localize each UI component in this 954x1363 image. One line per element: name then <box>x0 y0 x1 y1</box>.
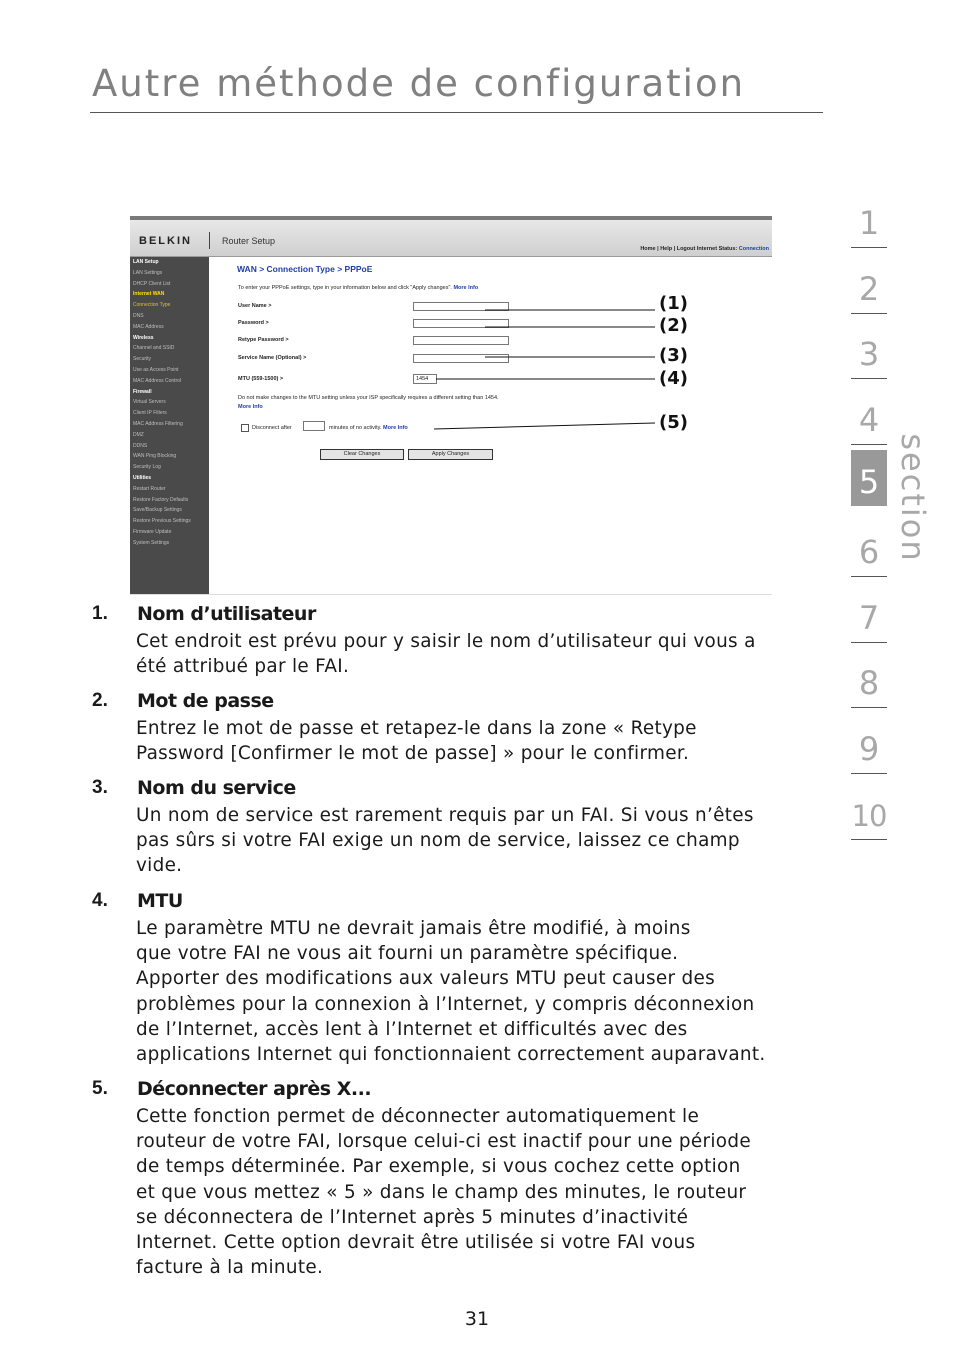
sidebar-item[interactable]: Firmware Update <box>133 528 172 535</box>
router-header <box>130 220 772 257</box>
item-title: Nom d’utilisateur <box>137 603 316 625</box>
item-title: Nom du service <box>137 777 296 799</box>
sidebar-item[interactable]: Use as Access Point <box>133 366 179 373</box>
mtu-note: Do not make changes to the MTU setting unless your ISP specifically requires a different setting than 1454. <box>238 395 499 401</box>
sidebar-item[interactable]: DDNS <box>133 442 148 449</box>
sidebar-item: Utilities <box>133 474 152 481</box>
item-body: Un nom de service est rarement requis par un FAI. Si vous n’êtes pas sûrs si votre FAI exige un nom de service, laissez ce champ vide. <box>136 805 754 877</box>
sidebar-item[interactable]: DHCP Client List <box>133 280 171 287</box>
sidebar-item[interactable]: System Settings <box>133 539 170 546</box>
callout-2: (2) <box>659 315 688 336</box>
sidebar-item[interactable]: MAC Address Control <box>133 377 182 384</box>
section-10-tab[interactable]: 10 <box>851 774 887 840</box>
belkin-logo: BELKIN <box>139 235 192 247</box>
callout-3: (3) <box>659 345 688 366</box>
section-4-tab[interactable]: 4 <box>851 379 887 445</box>
sidebar-item[interactable]: Channel and SSID <box>133 345 175 352</box>
service-name-label: Service Name (Optional) > <box>238 355 307 361</box>
section-9-tab[interactable]: 9 <box>851 708 887 774</box>
breadcrumb: WAN > Connection Type > PPPoE <box>237 264 373 274</box>
router-sidebar <box>130 257 209 594</box>
section-6-tab[interactable]: 6 <box>851 511 887 577</box>
more-info-link[interactable]: More Info <box>453 285 479 291</box>
disconnect-checkbox[interactable] <box>241 424 249 432</box>
item-body: Le paramètre MTU ne devrait jamais être modifié, à moins que votre FAI ne vous ait fourni un paramètre spécifique. Apporter des modifications aux valeurs MTU peut causer des problèmes pour la connexion à l’Internet, y compris déconnexion de l’Internet, accès lent à l’Internet et difficultés avec des applications Internet qui fonctionnaient correctement auparavant. <box>136 918 766 1066</box>
item-number: 3. <box>92 777 108 798</box>
section-label: section <box>894 433 932 563</box>
retype-password-label: Retype Password > <box>238 337 289 343</box>
mtu-more-info <box>238 404 263 410</box>
mtu-input[interactable]: 1454 <box>413 374 437 384</box>
item-number: 4. <box>92 890 108 911</box>
item-title: MTU <box>137 890 183 912</box>
callout-4: (4) <box>659 368 688 389</box>
section-nav <box>851 182 887 840</box>
mtu-more-info-link[interactable]: More Info <box>238 404 263 410</box>
section-7-tab[interactable]: 7 <box>851 577 887 643</box>
top-links[interactable]: Home | Help | Logout Internet Status: Connection <box>640 246 769 252</box>
item-number: 1. <box>92 603 108 624</box>
page-title: Autre méthode de configuration <box>92 62 746 105</box>
intro-text: To enter your PPPoE settings, type in your information below and click "Apply changes". More Info <box>238 285 479 291</box>
sidebar-item[interactable]: MAC Address <box>133 323 164 330</box>
title-divider <box>90 112 823 113</box>
sidebar-item[interactable]: Restore Factory Defaults <box>133 496 189 503</box>
sidebar-item[interactable]: DNS <box>133 312 144 319</box>
item-title: Déconnecter après X... <box>137 1078 372 1100</box>
password-input[interactable] <box>413 319 509 328</box>
item-body: Cet endroit est prévu pour y saisir le nom d’utilisateur qui vous a été attribué par le FAI. <box>136 631 756 678</box>
mtu-label: MTU (559-1500) > <box>238 376 284 382</box>
section-2-tab[interactable]: 2 <box>851 248 887 314</box>
user-name-input[interactable] <box>413 302 509 311</box>
page-number: 31 <box>464 1308 490 1330</box>
item-body: Cette fonction permet de déconnecter automatiquement le routeur de votre FAI, lorsque celui-ci est inactif pour une période de temps déterminée. Par exemple, si vous cochez cette option et que vous mettez « 5 » dans le champ des minutes, le routeur se déconnectera de l’Internet après 5 minutes d’inactivité Internet. Cette option devrait être utilisée si votre FAI vous facture à la minute. <box>136 1106 751 1279</box>
sidebar-item[interactable]: LAN Settings <box>133 269 163 276</box>
sidebar-item[interactable]: Internet WAN <box>133 291 165 298</box>
sidebar-item[interactable]: Restore Previous Settings <box>133 518 191 525</box>
router-screenshot <box>130 216 772 595</box>
item-number: 2. <box>92 690 108 711</box>
section-5-tab[interactable]: 5 <box>851 445 887 511</box>
router-setup-title: Router Setup <box>222 236 276 246</box>
apply-changes-button[interactable]: Apply Changes <box>408 449 493 460</box>
callout-1: (1) <box>659 293 688 314</box>
sidebar-item[interactable]: WAN Ping Blocking <box>133 453 177 460</box>
callout-5: (5) <box>659 412 688 433</box>
section-1-tab[interactable]: 1 <box>851 182 887 248</box>
sidebar-item: Wireless <box>133 334 154 341</box>
sidebar-item: Firewall <box>133 388 152 395</box>
sidebar-item[interactable]: Virtual Servers <box>133 399 166 406</box>
sidebar-item[interactable]: Security Log <box>133 464 161 471</box>
sidebar-item[interactable]: Client IP Filters <box>133 410 167 417</box>
disconnect-more-info-link[interactable]: More Info <box>383 425 408 431</box>
sidebar-item[interactable]: Connection Type <box>133 302 171 309</box>
sidebar-item: LAN Setup <box>133 259 159 265</box>
internet-status: Connection <box>738 246 769 252</box>
sidebar-item[interactable]: Save/Backup Settings <box>133 507 182 514</box>
disconnect-label: Disconnect after <box>252 425 292 431</box>
item-title: Mot de passe <box>137 690 274 712</box>
item-body: Entrez le mot de passe et retapez-le dans la zone « Retype Password [Confirmer le mot de passe] » pour le confirmer. <box>136 718 697 765</box>
sidebar-item[interactable]: Security <box>133 356 152 363</box>
section-3-tab[interactable]: 3 <box>851 314 887 380</box>
sidebar-item[interactable]: Restart Router <box>133 485 166 492</box>
disconnect-suffix: minutes of no activity. More Info <box>329 425 408 431</box>
section-8-tab[interactable]: 8 <box>851 643 887 709</box>
retype-password-input[interactable] <box>413 336 509 345</box>
service-name-input[interactable] <box>413 354 509 363</box>
disconnect-minutes-input[interactable] <box>303 421 325 431</box>
clear-changes-button[interactable]: Clear Changes <box>320 449 404 460</box>
sidebar-item[interactable]: DMZ <box>133 431 144 438</box>
user-name-label: User Name > <box>238 303 272 309</box>
password-label: Password > <box>238 320 269 326</box>
item-number: 5. <box>92 1078 108 1099</box>
header-divider <box>209 232 210 249</box>
sidebar-item[interactable]: MAC Address Filtering <box>133 420 183 427</box>
